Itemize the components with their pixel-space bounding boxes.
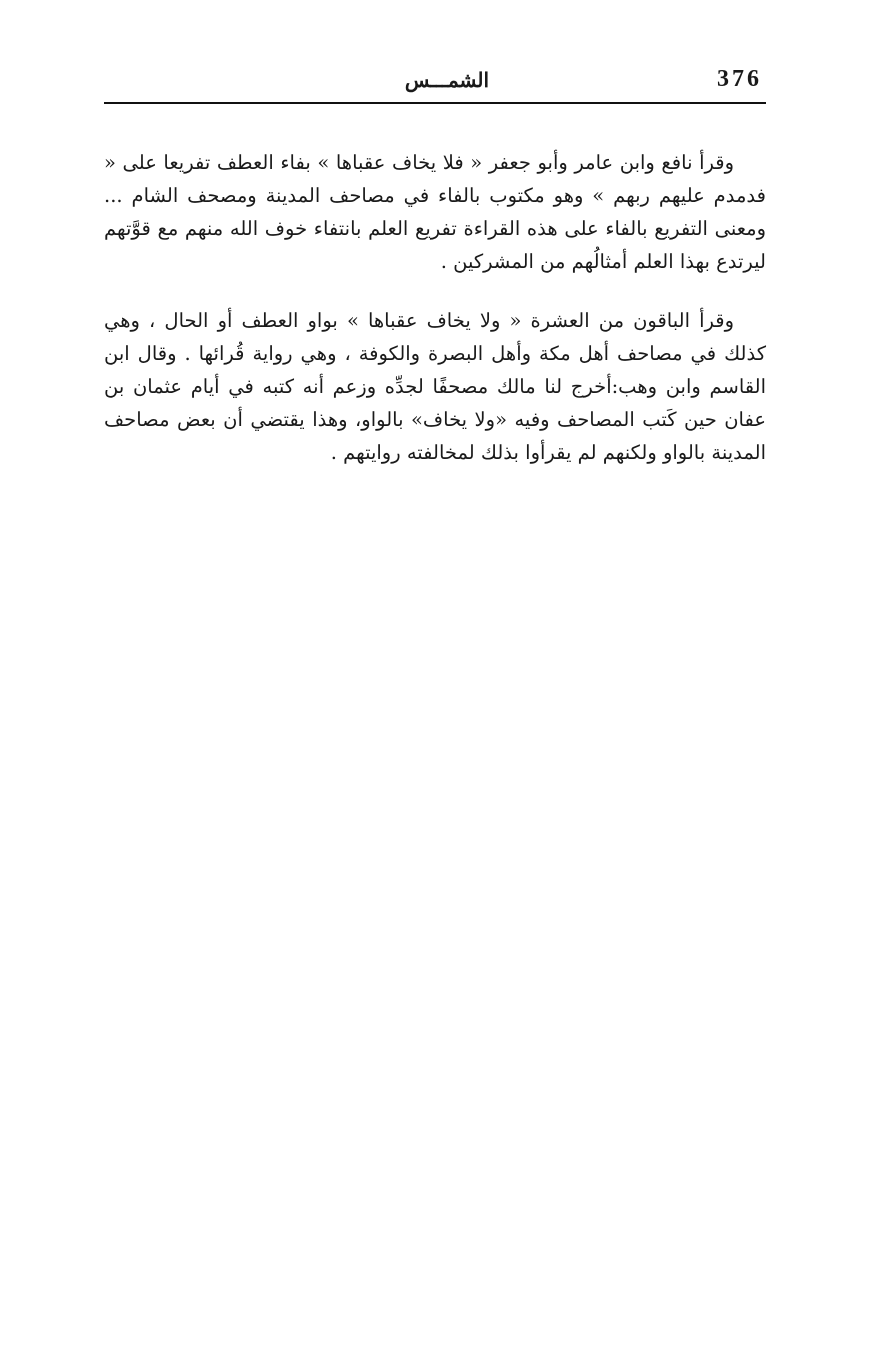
page-number: 376: [717, 66, 762, 92]
paragraph-2: وقرأ الباقون من العشرة « ولا يخاف عقباها » بواو العطف أو الحال ، وهي كذلك في مصاحف أهل مكة وأهل البصرة والكوفة ، وهي رواية قُرائها . وقال ابن القاسم وابن وهب:أخرج لنا مالك مصحفًا لجدِّه وزعم أنه كتبه في أيام عثمان بن عفان حين كَتب المصاحف وفيه «ولا يخاف» بالواو، وهذا يقتضي أن بعض مصاحف المدينة بالواو ولكنهم لم يقرأوا بذلك لمخالفته روايتهم .: [104, 309, 766, 464]
body-text: [104, 146, 766, 495]
header-rule: [104, 102, 766, 104]
running-title: الشمـــس: [404, 68, 490, 92]
page-header: [104, 64, 766, 102]
paragraph-1: وقرأ نافع وابن عامر وأبو جعفر « فلا يخاف عقباها » بفاء العطف تفريعا على « فدمدم عليهم ربهم » وهو مكتوب بالفاء في مصاحف المدينة ومصحف الشام ... ومعنى التفريع بالفاء على هذه القراءة تفريع العلم بانتفاء خوف الله منهم مع قوَّتهم ليرتدع بهذا العلم أمثالُهم من المشركين .: [104, 151, 766, 273]
